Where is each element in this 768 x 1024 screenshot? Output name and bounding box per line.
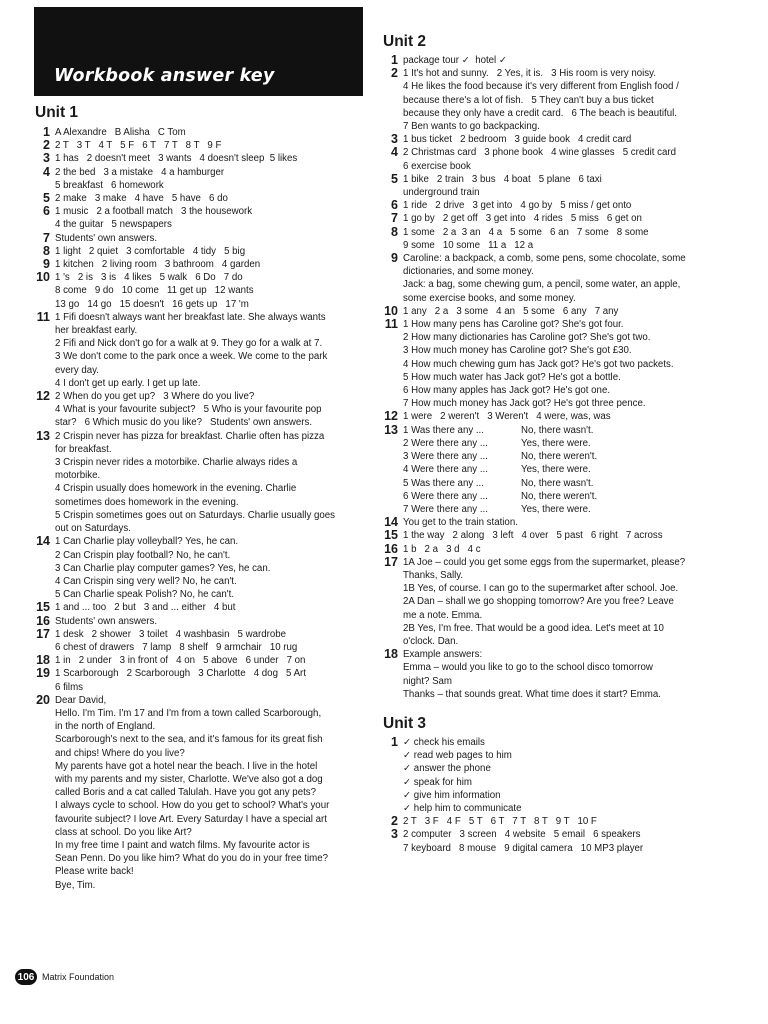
- answer-line: 4 How much chewing gum has Jack got? He's got two packets.: [403, 358, 674, 370]
- answer-item: [35, 694, 365, 892]
- answer-line: 3 How much money has Caroline got? She's got £30.: [403, 345, 632, 357]
- answer-line: In my free time I paint and watch films. My favourite actor is: [55, 839, 310, 851]
- answer-body: [403, 212, 711, 225]
- answer-line: 2 How many dictionaries has Caroline got? She's got two.: [403, 332, 651, 344]
- answer-line: Example answers:: [403, 649, 483, 661]
- answer-line: 5 Crispin sometimes goes out on Saturdays. Charlie usually goes: [55, 509, 336, 521]
- answer-line: 2 make 3 make 4 have 5 have 6 do: [55, 193, 228, 205]
- question-text: 5 Was there any ...: [403, 477, 484, 489]
- answer-line: Caroline: a backpack, a comb, some pens, some chocolate, some: [403, 253, 686, 265]
- answer-item: [383, 318, 711, 410]
- answer-line: 1 Fifi doesn't always want her breakfast late. She always wants: [55, 311, 326, 323]
- answer-body: [403, 173, 711, 199]
- answer-text: Yes, there were.: [521, 503, 591, 515]
- question-text: 1 Was there any ...: [403, 424, 484, 436]
- answer-item: [383, 54, 711, 67]
- answer-body: [55, 139, 365, 152]
- answer-item: [383, 648, 711, 701]
- exercise-number: 16: [36, 613, 50, 628]
- exercise-number: 10: [36, 270, 50, 285]
- answer-line: 3 We don't come to the park once a week. We come to the park: [55, 351, 328, 363]
- answer-line: 4 Can Crispin sing very well? No, he can't.: [55, 575, 237, 587]
- answer-line: for breakfast.: [55, 443, 112, 455]
- answer-line: 2 Christmas card 3 phone book 4 wine glasses 5 credit card: [403, 147, 677, 159]
- answer-line: 1 has 2 doesn't meet 3 wants 4 doesn't sleep 5 likes: [55, 153, 298, 165]
- answer-item: [35, 667, 365, 693]
- answer-item: [35, 232, 365, 245]
- answer-pair: [403, 424, 711, 437]
- answer-body: [55, 535, 365, 601]
- answer-body: [55, 232, 365, 245]
- answer-body: [403, 67, 711, 133]
- answer-item: [383, 410, 711, 423]
- answer-line: 6 chest of drawers 7 lamp 8 shelf 9 armchair 10 rug: [55, 641, 298, 653]
- answer-body: [403, 199, 711, 212]
- answer-line: 6 How many apples has Jack got? He's got one.: [403, 385, 611, 397]
- answer-body: [403, 305, 711, 318]
- exercise-number: 17: [384, 554, 398, 569]
- answer-item: [383, 516, 711, 529]
- answer-body: [403, 516, 711, 529]
- answer-line: Dear David,: [55, 694, 107, 706]
- right-column: [383, 33, 711, 855]
- answer-line: You get to the train station.: [403, 517, 518, 529]
- exercise-number: 20: [36, 692, 50, 707]
- answer-item: [35, 390, 365, 430]
- answer-line: ✓ check his emails: [403, 736, 485, 748]
- exercise-number: 18: [384, 647, 398, 662]
- answer-body: [55, 654, 365, 667]
- answer-line: 6 films: [55, 681, 83, 693]
- answer-line: 1 's 2 is 3 is 4 likes 5 walk 6 Do 7 do: [55, 272, 243, 284]
- answer-text: No, there wasn't.: [521, 424, 594, 436]
- exercise-number: 10: [384, 303, 398, 318]
- answer-pair: [403, 463, 711, 476]
- exercise-number: 3: [43, 151, 50, 166]
- answer-line: 1 bike 2 train 3 bus 4 boat 5 plane 6 taxi: [403, 173, 602, 185]
- answer-body: [403, 543, 711, 556]
- answer-line: 1 Scarborough 2 Scarborough 3 Charlotte 4 dog 5 Art: [55, 668, 306, 680]
- answer-item: [383, 736, 711, 815]
- answer-pair: [403, 450, 711, 463]
- answer-text: No, there weren't.: [521, 451, 598, 463]
- answer-line: 1 bus ticket 2 bedroom 3 guide book 4 credit card: [403, 134, 632, 146]
- answer-pair: [403, 490, 711, 503]
- answer-item: [383, 252, 711, 305]
- answer-line: 6 exercise book: [403, 160, 471, 172]
- answer-body: [403, 815, 711, 828]
- answer-line: 1 Can Charlie play volleyball? Yes, he can.: [55, 536, 239, 548]
- answer-line: 4 Crispin usually does homework in the evening. Charlie: [55, 483, 297, 495]
- answer-line: ✓ answer the phone: [403, 763, 491, 775]
- exercise-number: 16: [384, 541, 398, 556]
- answer-body: [55, 667, 365, 693]
- exercise-number: 19: [36, 666, 50, 681]
- answer-body: [403, 252, 711, 305]
- answer-item: [35, 139, 365, 152]
- answer-line: 1 kitchen 2 living room 3 bathroom 4 garden: [55, 259, 261, 271]
- answer-body: [55, 694, 365, 892]
- answer-line: Sean Penn. Do you like him? What do you do in your free time?: [55, 853, 329, 865]
- exercise-number: 13: [36, 428, 50, 443]
- answer-line: sometimes does homework in the evening.: [55, 496, 239, 508]
- answer-line: star? 6 Which music do you like? Students' own answers.: [55, 417, 313, 429]
- answer-line: 2 Crispin never has pizza for breakfast. Charlie often has pizza: [55, 430, 325, 442]
- answer-body: [55, 205, 365, 231]
- workbook-banner: [34, 7, 363, 96]
- exercise-number: 2: [391, 66, 398, 81]
- answer-line: I always cycle to school. How do you get to school? What's your: [55, 800, 330, 812]
- answer-body: [403, 648, 711, 701]
- answer-line: Students' own answers.: [55, 615, 158, 627]
- answer-body: [55, 245, 365, 258]
- answer-line: dictionaries, and some money.: [403, 266, 534, 278]
- answer-line: 3 Can Charlie play computer games? Yes, he can.: [55, 562, 271, 574]
- answer-line: 2 Can Crispin play football? No, he can't.: [55, 549, 231, 561]
- answer-line: 7 keyboard 8 mouse 9 digital camera 10 MP3 player: [403, 842, 644, 854]
- answer-line: 2 the bed 3 a mistake 4 a hamburger: [55, 166, 225, 178]
- page-footer: [15, 969, 114, 985]
- answer-line: 5 How much water has Jack got? He's got a bottle.: [403, 371, 621, 383]
- answer-body: [55, 615, 365, 628]
- answer-line: out on Saturdays.: [55, 523, 131, 535]
- question-text: 4 Were there any ...: [403, 464, 488, 476]
- answer-line: 1 It's hot and sunny. 2 Yes, it is. 3 His room is very noisy.: [403, 68, 656, 80]
- unit-heading: Unit 3: [383, 714, 427, 732]
- answer-item: [383, 543, 711, 556]
- answer-line: o'clock. Dan.: [403, 635, 459, 647]
- exercise-number: 15: [36, 600, 50, 615]
- answer-line: some exercise books, and some money.: [403, 292, 576, 304]
- answer-line: Emma – would you like to go to the school disco tomorrow: [403, 662, 653, 674]
- answer-text: No, there weren't.: [521, 490, 598, 502]
- exercise-number: 1: [391, 734, 398, 749]
- answer-body: [55, 166, 365, 192]
- answer-line: every day.: [55, 364, 99, 376]
- answer-line: motorbike.: [55, 470, 101, 482]
- exercise-number: 12: [36, 389, 50, 404]
- answer-line: 3 Crispin never rides a motorbike. Charlie always rides a: [55, 457, 298, 469]
- answer-item: [35, 192, 365, 205]
- answer-line: ✓ speak for him: [403, 776, 472, 788]
- answer-line: 2A Dan – shall we go shopping tomorrow? Are you free? Leave: [403, 596, 674, 608]
- answer-item: [35, 258, 365, 271]
- answer-body: [403, 556, 711, 648]
- answer-body: [403, 424, 711, 516]
- answer-body: [55, 430, 365, 536]
- answer-line: Students' own answers.: [55, 232, 158, 244]
- answer-body: [403, 226, 711, 252]
- left-column: [35, 104, 365, 892]
- answer-text: No, there wasn't.: [521, 477, 594, 489]
- answer-line: 13 go 14 go 15 doesn't 16 gets up 17 'm: [55, 298, 249, 310]
- answer-line: 1 in 2 under 3 in front of 4 on 5 above 6 under 7 on: [55, 655, 306, 667]
- answer-line: 1 and ... too 2 but 3 and ... either 4 but: [55, 602, 236, 614]
- exercise-number: 11: [384, 317, 398, 332]
- answer-line: 1 go by 2 get off 3 get into 4 rides 5 miss 6 get on: [403, 213, 642, 225]
- answer-line: and chips! Where do you live?: [55, 747, 185, 759]
- answer-line: 2 T 3 F 4 F 5 T 6 T 7 T 8 T 9 T 10 F: [403, 816, 597, 828]
- answer-line: 9 some 10 some 11 a 12 a: [403, 239, 534, 251]
- answer-line: 1 some 2 a 3 an 4 a 5 some 6 an 7 some 8 some: [403, 226, 649, 238]
- answer-line: ✓ read web pages to him: [403, 750, 512, 762]
- answer-line: 1 music 2 a football match 3 the housework: [55, 206, 253, 218]
- answer-item: [383, 424, 711, 516]
- answer-line: 2 computer 3 screen 4 website 5 email 6 speakers: [403, 829, 641, 841]
- answer-item: [383, 529, 711, 542]
- answer-body: [55, 311, 365, 390]
- answer-body: [403, 318, 711, 410]
- answer-line: 4 What is your favourite subject? 5 Who is your favourite pop: [55, 404, 322, 416]
- answer-pair: [403, 477, 711, 490]
- answer-line: 1 any 2 a 3 some 4 an 5 some 6 any 7 any: [403, 305, 619, 317]
- answer-body: [403, 828, 711, 854]
- answer-body: [403, 736, 711, 815]
- exercise-number: 5: [391, 171, 398, 186]
- answer-line: Please write back!: [55, 866, 134, 878]
- answer-body: [55, 192, 365, 205]
- answer-line: 2B Yes, I'm free. That would be a good idea. Let's meet at 10: [403, 622, 664, 634]
- answer-line: 2 T 3 T 4 T 5 F 6 T 7 T 8 T 9 F: [55, 140, 222, 152]
- answer-line: class at school. Do you like Art?: [55, 826, 192, 838]
- answer-line: because they only have a credit card. 6 The beach is beautiful.: [403, 107, 677, 119]
- answer-item: [383, 173, 711, 199]
- exercise-number: 15: [384, 528, 398, 543]
- answer-line: 1 light 2 quiet 3 comfortable 4 tidy 5 big: [55, 245, 246, 257]
- answer-line: 4 the guitar 5 newspapers: [55, 219, 172, 231]
- exercise-number: 2: [391, 814, 398, 829]
- answer-item: [35, 535, 365, 601]
- answer-line: night? Sam: [403, 675, 453, 687]
- book-title-label: Matrix Foundation: [42, 972, 115, 982]
- answer-line: My parents have got a hotel near the beach. I live in the hotel: [55, 760, 318, 772]
- answer-line: her breakfast early.: [55, 325, 138, 337]
- answer-item: [383, 67, 711, 133]
- question-text: 6 Were there any ...: [403, 490, 488, 502]
- answer-line: called Boris and a cat called Talulah. Have you got any pets?: [55, 787, 317, 799]
- answer-item: [35, 628, 365, 654]
- question-text: 3 Were there any ...: [403, 451, 488, 463]
- answer-text: Yes, there were.: [521, 464, 591, 476]
- exercise-number: 5: [43, 191, 50, 206]
- answer-line: 2 When do you get up? 3 Where do you live?: [55, 391, 255, 403]
- answer-line: because there's a lot of fish. 5 They can't buy a bus ticket: [403, 94, 654, 106]
- answer-pair: [403, 437, 711, 450]
- answer-item: [383, 828, 711, 854]
- answer-line: 8 come 9 do 10 come 11 get up 12 wants: [55, 285, 254, 297]
- answer-line: favourite subject? I love Art. Every Saturday I have a special art: [55, 813, 327, 825]
- answer-line: 1 b 2 a 3 d 4 c: [403, 543, 481, 555]
- answer-line: me a note. Emma.: [403, 609, 483, 621]
- answer-item: [35, 152, 365, 165]
- answer-body: [55, 390, 365, 430]
- answer-body: [403, 410, 711, 423]
- exercise-number: 11: [36, 309, 50, 324]
- answer-line: underground train: [403, 187, 480, 199]
- answer-line: 1 were 2 weren't 3 Weren't 4 were, was, was: [403, 411, 611, 423]
- answer-line: 2 Fifi and Nick don't go for a walk at 9. They go for a walk at 7.: [55, 338, 323, 350]
- exercise-number: 4: [43, 164, 50, 179]
- answer-item: [35, 311, 365, 390]
- answer-body: [403, 529, 711, 542]
- question-text: 7 Were there any ...: [403, 503, 488, 515]
- exercise-number: 18: [36, 653, 50, 668]
- answer-line: 1 How many pens has Caroline got? She's got four.: [403, 319, 624, 331]
- exercise-number: 2: [43, 138, 50, 153]
- answer-body: [403, 133, 711, 146]
- answer-line: Hello. I'm Tim. I'm 17 and I'm from a town called Scarborough,: [55, 707, 322, 719]
- answer-item: [35, 615, 365, 628]
- unit-heading: Unit 1: [35, 104, 79, 121]
- exercise-number: 8: [43, 243, 50, 258]
- exercise-number: 9: [391, 251, 398, 266]
- answer-item: [35, 271, 365, 311]
- exercise-number: 6: [391, 198, 398, 213]
- exercise-number: 1: [391, 53, 398, 67]
- answer-item: [35, 166, 365, 192]
- exercise-number: 12: [384, 409, 398, 424]
- answer-item: [35, 126, 365, 139]
- answer-body: [55, 126, 365, 139]
- exercise-number: 7: [391, 211, 398, 226]
- answer-line: 4 He likes the food because it's very different from English food /: [403, 81, 679, 93]
- page-number-badge: 106: [15, 969, 37, 985]
- exercise-number: 6: [43, 204, 50, 219]
- exercise-number: 17: [36, 626, 50, 641]
- answer-body: [403, 54, 711, 67]
- answer-body: [55, 152, 365, 165]
- exercise-number: 3: [391, 132, 398, 147]
- answer-item: [35, 654, 365, 667]
- answer-item: [383, 146, 711, 172]
- unit-spacer: [383, 701, 711, 715]
- answer-line: 1 desk 2 shower 3 toilet 4 washbasin 5 wardrobe: [55, 628, 287, 640]
- answer-line: 1B Yes, of course. I can go to the supermarket after school. Joe.: [403, 583, 679, 595]
- answer-line: ✓ give him information: [403, 789, 501, 801]
- answer-item: [35, 245, 365, 258]
- answer-body: [55, 258, 365, 271]
- answer-item: [383, 556, 711, 648]
- exercise-number: 14: [36, 534, 50, 549]
- answer-line: ✓ help him to communicate: [403, 802, 522, 814]
- answer-line: Jack: a bag, some chewing gum, a pencil, some water, an apple,: [403, 279, 681, 291]
- answer-item: [35, 601, 365, 614]
- answer-line: in the north of England.: [55, 721, 156, 733]
- answer-line: 4 I don't get up early. I get up late.: [55, 377, 201, 389]
- answer-line: Thanks, Sally.: [403, 569, 464, 581]
- exercise-number: 3: [391, 827, 398, 842]
- exercise-number: 4: [391, 145, 398, 160]
- answer-line: with my parents and my sister, Charlotte. We've also got a dog: [55, 773, 323, 785]
- exercise-number: 13: [384, 422, 398, 437]
- answer-line: package tour ✓ hotel ✓: [403, 55, 508, 66]
- answer-item: [383, 305, 711, 318]
- answer-item: [383, 226, 711, 252]
- answer-item: [383, 815, 711, 828]
- exercise-number: 7: [43, 230, 50, 245]
- answer-body: [55, 271, 365, 311]
- answer-line: Thanks – that sounds great. What time does it start? Emma.: [403, 688, 661, 700]
- answer-item: [35, 205, 365, 231]
- answer-text: Yes, there were.: [521, 437, 591, 449]
- answer-line: A Alexandre B Alisha C Tom: [55, 127, 186, 138]
- answer-item: [35, 430, 365, 536]
- answer-line: Bye, Tim.: [55, 879, 96, 891]
- question-text: 2 Were there any ...: [403, 437, 488, 449]
- answer-line: 1A Joe – could you get some eggs from the supermarket, please?: [403, 556, 686, 568]
- answer-item: [383, 212, 711, 225]
- answer-line: 1 ride 2 drive 3 get into 4 go by 5 miss / get onto: [403, 200, 632, 212]
- exercise-number: 1: [43, 125, 50, 139]
- answer-line: 5 breakfast 6 homework: [55, 179, 164, 191]
- answer-body: [55, 601, 365, 614]
- answer-line: 5 Can Charlie speak Polish? No, he can't.: [55, 589, 235, 601]
- answer-item: [383, 133, 711, 146]
- banner-title: Workbook answer key: [54, 66, 275, 86]
- exercise-number: 14: [384, 515, 398, 530]
- exercise-number: 9: [43, 257, 50, 272]
- answer-line: 7 Ben wants to go backpacking.: [403, 121, 540, 133]
- answer-line: Scarborough's next to the sea, and it's famous for its great fish: [55, 734, 323, 746]
- answer-body: [403, 146, 711, 172]
- answer-item: [383, 199, 711, 212]
- exercise-number: 8: [391, 224, 398, 239]
- answer-pair: [403, 503, 711, 516]
- answer-line: 1 the way 2 along 3 left 4 over 5 past 6 right 7 across: [403, 530, 663, 542]
- answer-body: [55, 628, 365, 654]
- unit-heading: Unit 2: [383, 33, 427, 50]
- answer-line: 7 How much money has Jack got? He's got three pence.: [403, 398, 646, 410]
